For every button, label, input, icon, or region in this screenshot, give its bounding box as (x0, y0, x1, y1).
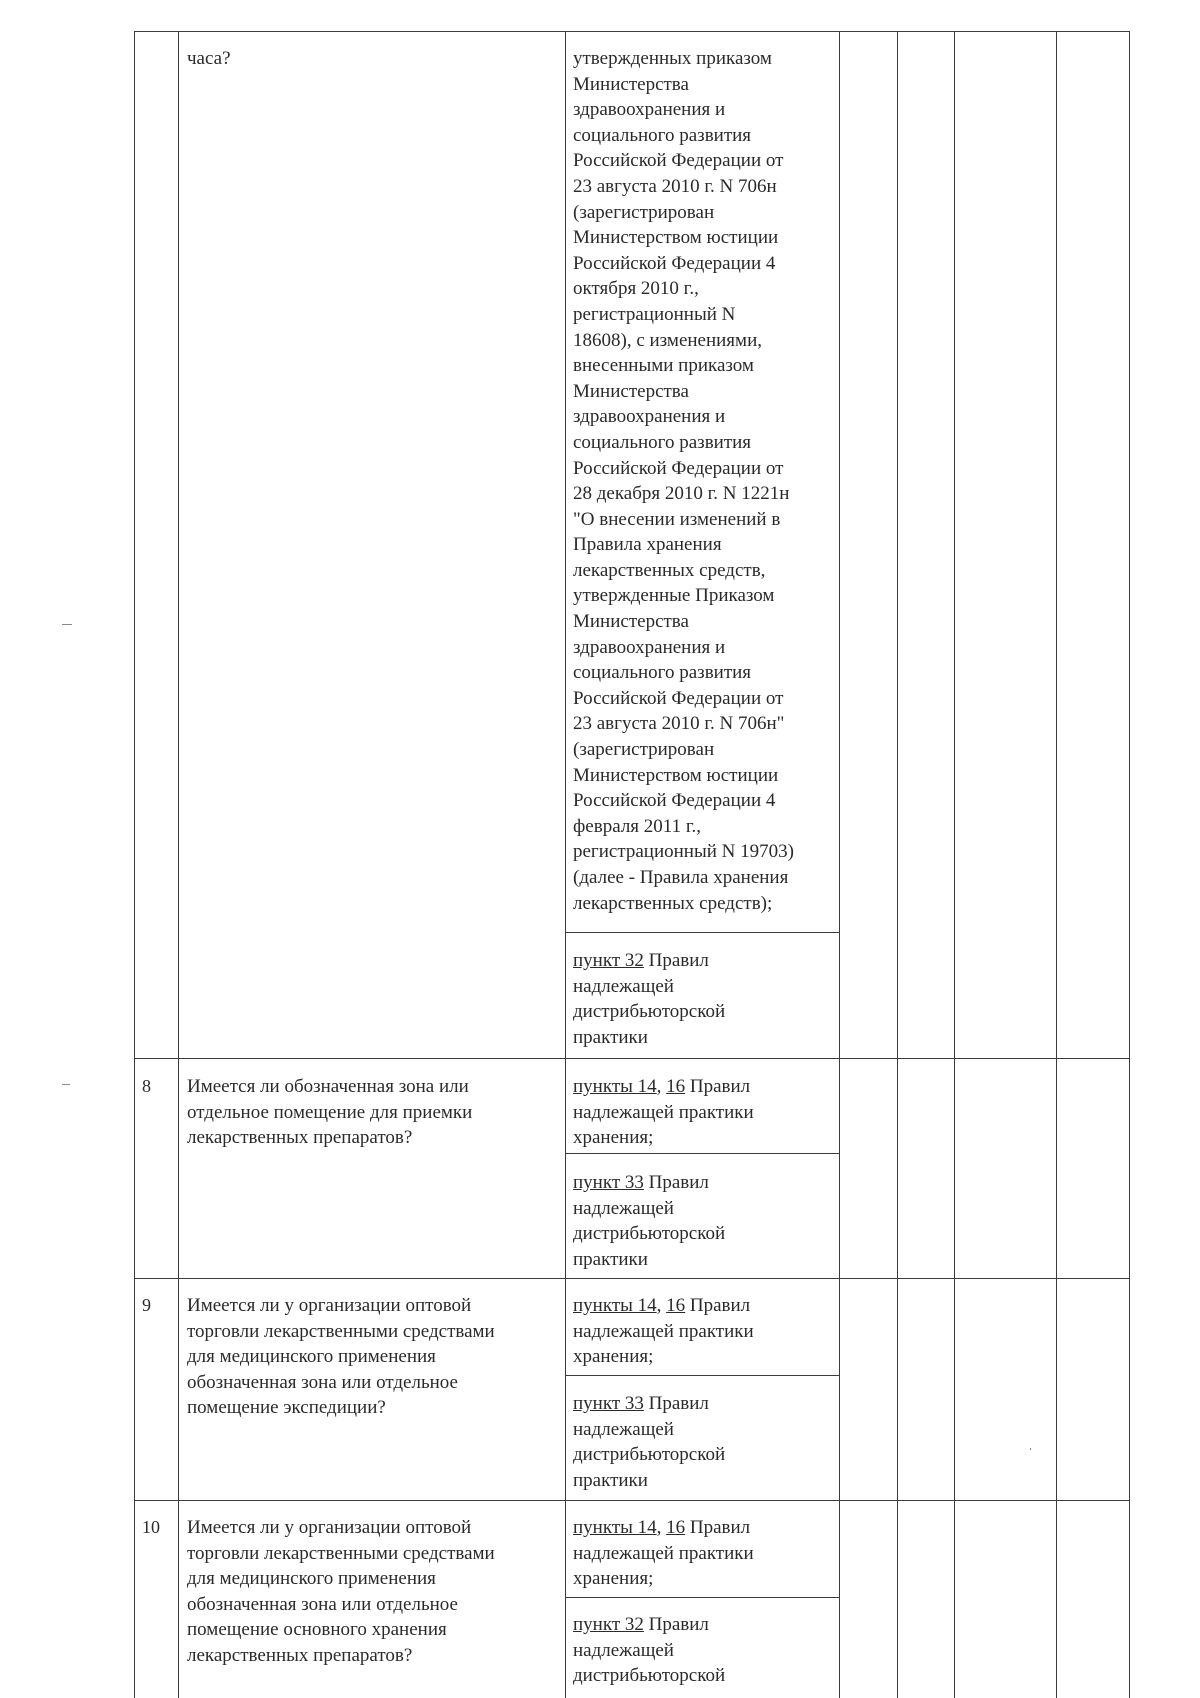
reference-cell: пункт 32 Правил надлежащей дистрибьюторской (573, 1614, 726, 1687)
scan-speck (1030, 1448, 1031, 1450)
row-number: 10 (142, 1517, 160, 1537)
table-border-top (134, 31, 1130, 32)
reference-link[interactable]: пункты 14 (573, 1295, 657, 1316)
row-number: 9 (142, 1295, 151, 1315)
row-divider (134, 1058, 1130, 1059)
ref-divider (565, 1153, 839, 1154)
reference-link[interactable]: 16 (666, 1295, 686, 1316)
row-number: 8 (142, 1076, 151, 1096)
table-border-left (134, 31, 135, 1698)
reference-cell: пункт 32 Правил надлежащей дистрибьюторской практики (573, 950, 726, 1048)
reference-link[interactable]: пункт 33 (573, 1172, 644, 1193)
column-divider (565, 31, 566, 1698)
column-divider (178, 31, 179, 1698)
ref-divider (565, 932, 839, 933)
reference-link[interactable]: пункт 33 (573, 1393, 644, 1414)
ref-divider (565, 1375, 839, 1376)
reference-cell: утвержденных приказом Министерства здравоохранения и социального развития Российской Федерации от 23 августа 2010 г. N 706н (зарегистрирован Министерством юстиции Российской Федерации 4 октября 2010 г., регистрационный N 18608), с изменениями, внесенными приказом Министерства здравоохранения и социального развития Российской Федерации от 28 декабря 2010 г. N 1221н "О внесении изменений в Правила хранения лекарственных средств, утвержденные Приказом Министерства здравоохранения и социального развития Российской Федерации от 23 августа 2010 г. N 706н" (зарегистрирован Министерством юстиции Российской Федерации 4 февраля 2011 г., регистрационный N 19703) (далее - Правила хранения лекарственных средств); (573, 48, 794, 914)
reference-cell: пункты 14, 16 Правил надлежащей практики хранения; (573, 1076, 754, 1149)
scan-speck (62, 624, 72, 625)
scan-speck (62, 1084, 70, 1085)
question-cell: Имеется ли у организации оптовой торговли лекарственными средствами для медицинского применения обозначенная зона или отдельное помещение основного хранения лекарственных препаратов? (187, 1517, 495, 1666)
reference-link[interactable]: 16 (666, 1076, 686, 1097)
column-divider (897, 31, 898, 1698)
reference-link[interactable]: пункт 32 (573, 950, 644, 971)
reference-link[interactable]: пункты 14 (573, 1076, 657, 1097)
reference-cell: пункт 33 Правил надлежащей дистрибьюторской практики (573, 1172, 726, 1270)
reference-link[interactable]: 16 (666, 1517, 686, 1538)
column-divider (839, 31, 840, 1698)
ref-divider (565, 1597, 839, 1598)
row-divider (134, 1278, 1130, 1279)
question-cell: Имеется ли обозначенная зона или отдельное помещение для приемки лекарственных препаратов? (187, 1076, 473, 1149)
column-divider (954, 31, 955, 1698)
row-divider (134, 1500, 1130, 1501)
reference-link[interactable]: пункты 14 (573, 1517, 657, 1538)
reference-cell: пункт 33 Правил надлежащей дистрибьюторской практики (573, 1393, 726, 1491)
column-divider (1056, 31, 1057, 1698)
reference-link[interactable]: пункт 32 (573, 1614, 644, 1635)
reference-cell: пункты 14, 16 Правил надлежащей практики хранения; (573, 1295, 754, 1368)
reference-cell: пункты 14, 16 Правил надлежащей практики хранения; (573, 1517, 754, 1590)
question-cell: Имеется ли у организации оптовой торговли лекарственными средствами для медицинского применения обозначенная зона или отдельное помещение экспедиции? (187, 1295, 495, 1419)
table-border-right (1129, 31, 1130, 1698)
question-cell: часа? (187, 48, 231, 69)
